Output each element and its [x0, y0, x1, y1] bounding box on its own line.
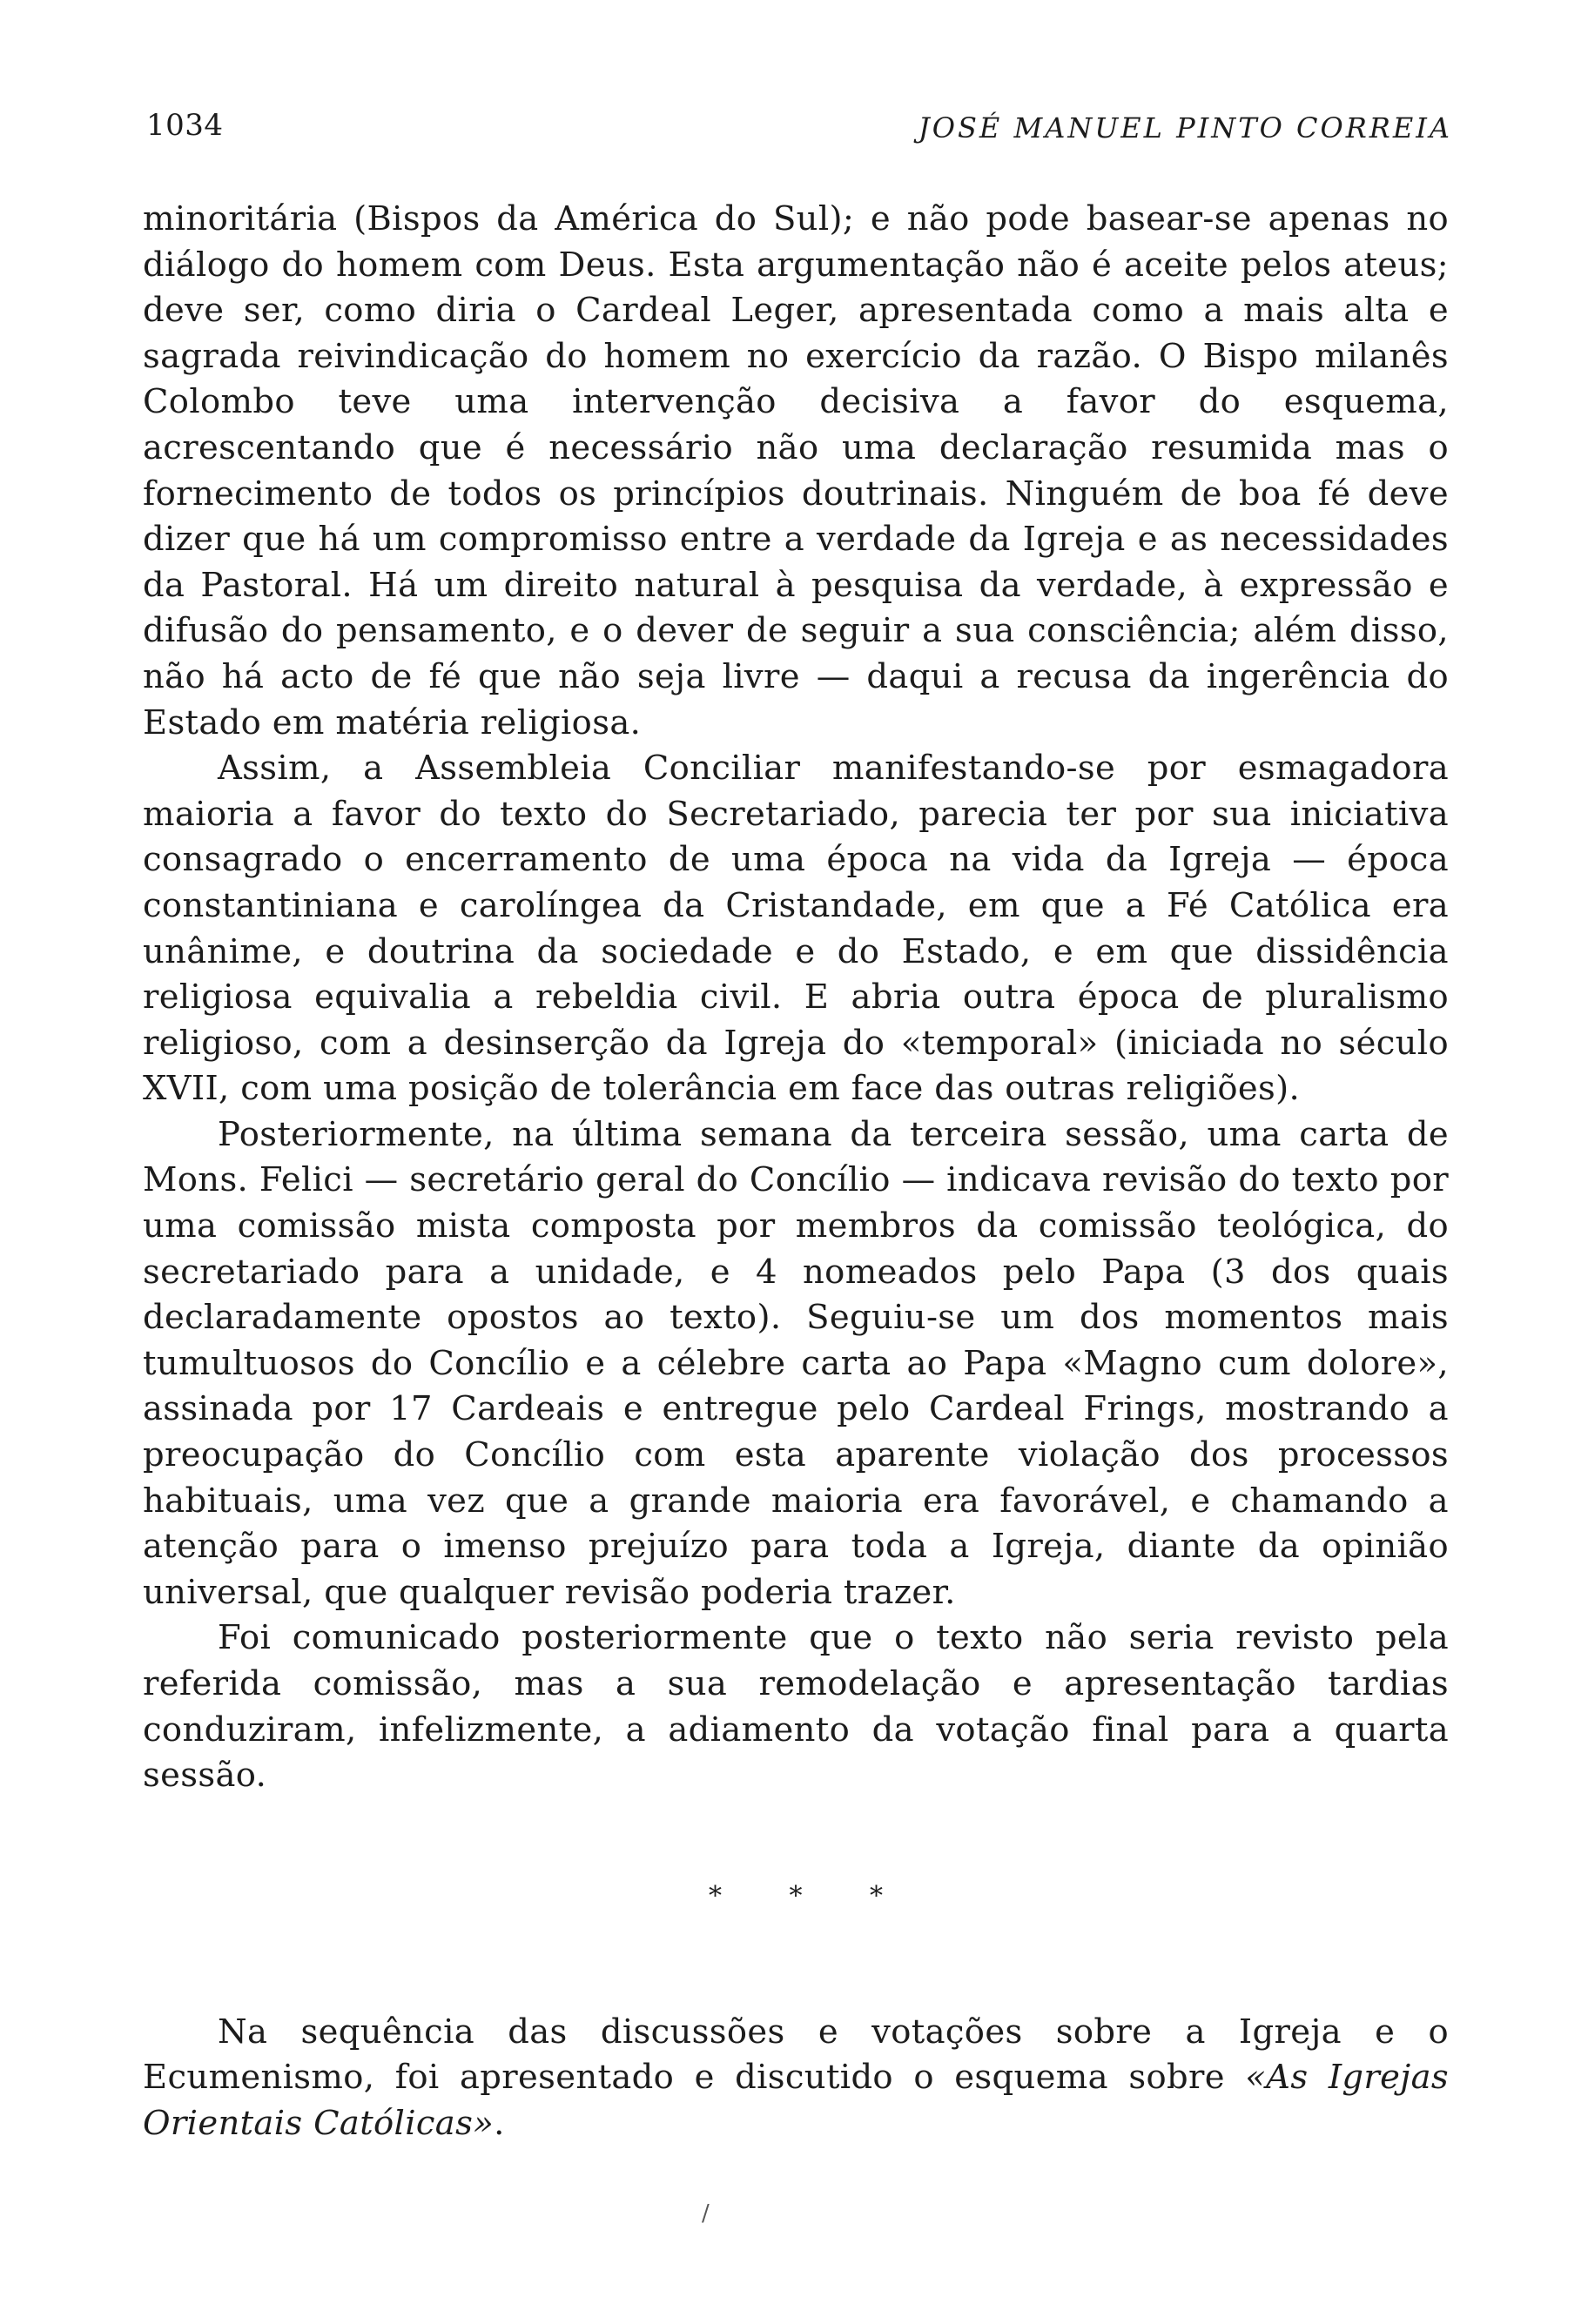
- paragraph-text: Na sequência das discussões e votações sobre a Igreja e o Ecumenismo, foi apresentado e discutido o esquema sobre: [143, 2012, 1449, 2098]
- body-text: [143, 197, 1449, 2147]
- paragraph-felici-letter: Posteriormente, na última semana da terceira sessão, uma carta de Mons. Felici — secretário geral do Concílio — indicava revisão do texto por uma comissão mista composta por membros da comissão teológica, do secretariado para a unidade, e 4 nomeados pelo Papa (3 dos quais declaradamente opostos ao texto). Seguiu-se um dos momentos mais tumultuosos do Concílio e a célebre carta ao Papa «Magno cum dolore», assinada por 17 Cardeais e entregue pelo Cardeal Frings, mostrando a preocupação do Concílio com esta aparente violação dos processos habituais, uma vez que a grande maioria era favorável, e chamando a atenção para o imenso prejuízo para toda a Igreja, diante da opinião universal, que qualquer revisão poderia trazer.: [143, 1114, 1449, 1612]
- page-number: 1034: [146, 108, 224, 143]
- paragraph-continuation: minoritária (Bispos da América do Sul); e não pode basear-se apenas no diálogo do homem com Deus. Esta argumentação não é aceite pelos ateus; deve ser, como diria o Cardeal Leger, apresentada como a mais alta e sagrada reivindicação do homem no exercício da razão. O Bispo milanês Colombo teve uma intervenção decisiva a favor do esquema, acrescentando que é necessário não uma declaração resumida mas o fornecimento de todos os princípios doutrinais. Ninguém de boa fé deve dizer que há um compromisso entre a verdade da Igreja e as necessidades da Pastoral. Há um direito natural à pesquisa da verdade, à expressão e difusão do pensamento, e o dever de seguir a sua consciência; além disso, não há acto de fé que não seja livre — daqui a recusa da ingerência do Estado em matéria religiosa.: [143, 199, 1449, 742]
- running-head: [146, 108, 1452, 151]
- italic-title: «As Igrejas Orientais Católicas»: [143, 2058, 1449, 2143]
- running-title: JOSÉ MANUEL PINTO CORREIA: [918, 111, 1452, 144]
- paragraph-eastern-churches: [143, 2010, 1449, 2147]
- section-separator: * * *: [708, 1880, 913, 1911]
- paragraph-end: .: [494, 2103, 505, 2143]
- paragraph-assembly-majority: Assim, a Assembleia Conciliar manifestando-se por esmagadora maioria a favor do texto do Secretariado, parecia ter por sua iniciativa consagrado o encerramento de uma época na vida da Igreja — época constantiniana e carolíngea da Cristandade, em que a Fé Católica era unânime, e doutrina da sociedade e do Estado, e em que dissidência religiosa equivalia a rebeldia civil. E abria outra época de pluralismo religioso, com a desinserção da Igreja do «temporal» (iniciada no século XVII, com uma posição de tolerância em face das outras religiões).: [143, 749, 1449, 1109]
- stray-mark: /: [702, 2200, 710, 2227]
- paragraph-postponement: Foi comunicado posteriormente que o texto não seria revisto pela referida comissão, mas a sua remodelação e apresentação tardias conduziram, infelizmente, a adiamento da votação final para a quarta sessão.: [143, 1618, 1449, 1796]
